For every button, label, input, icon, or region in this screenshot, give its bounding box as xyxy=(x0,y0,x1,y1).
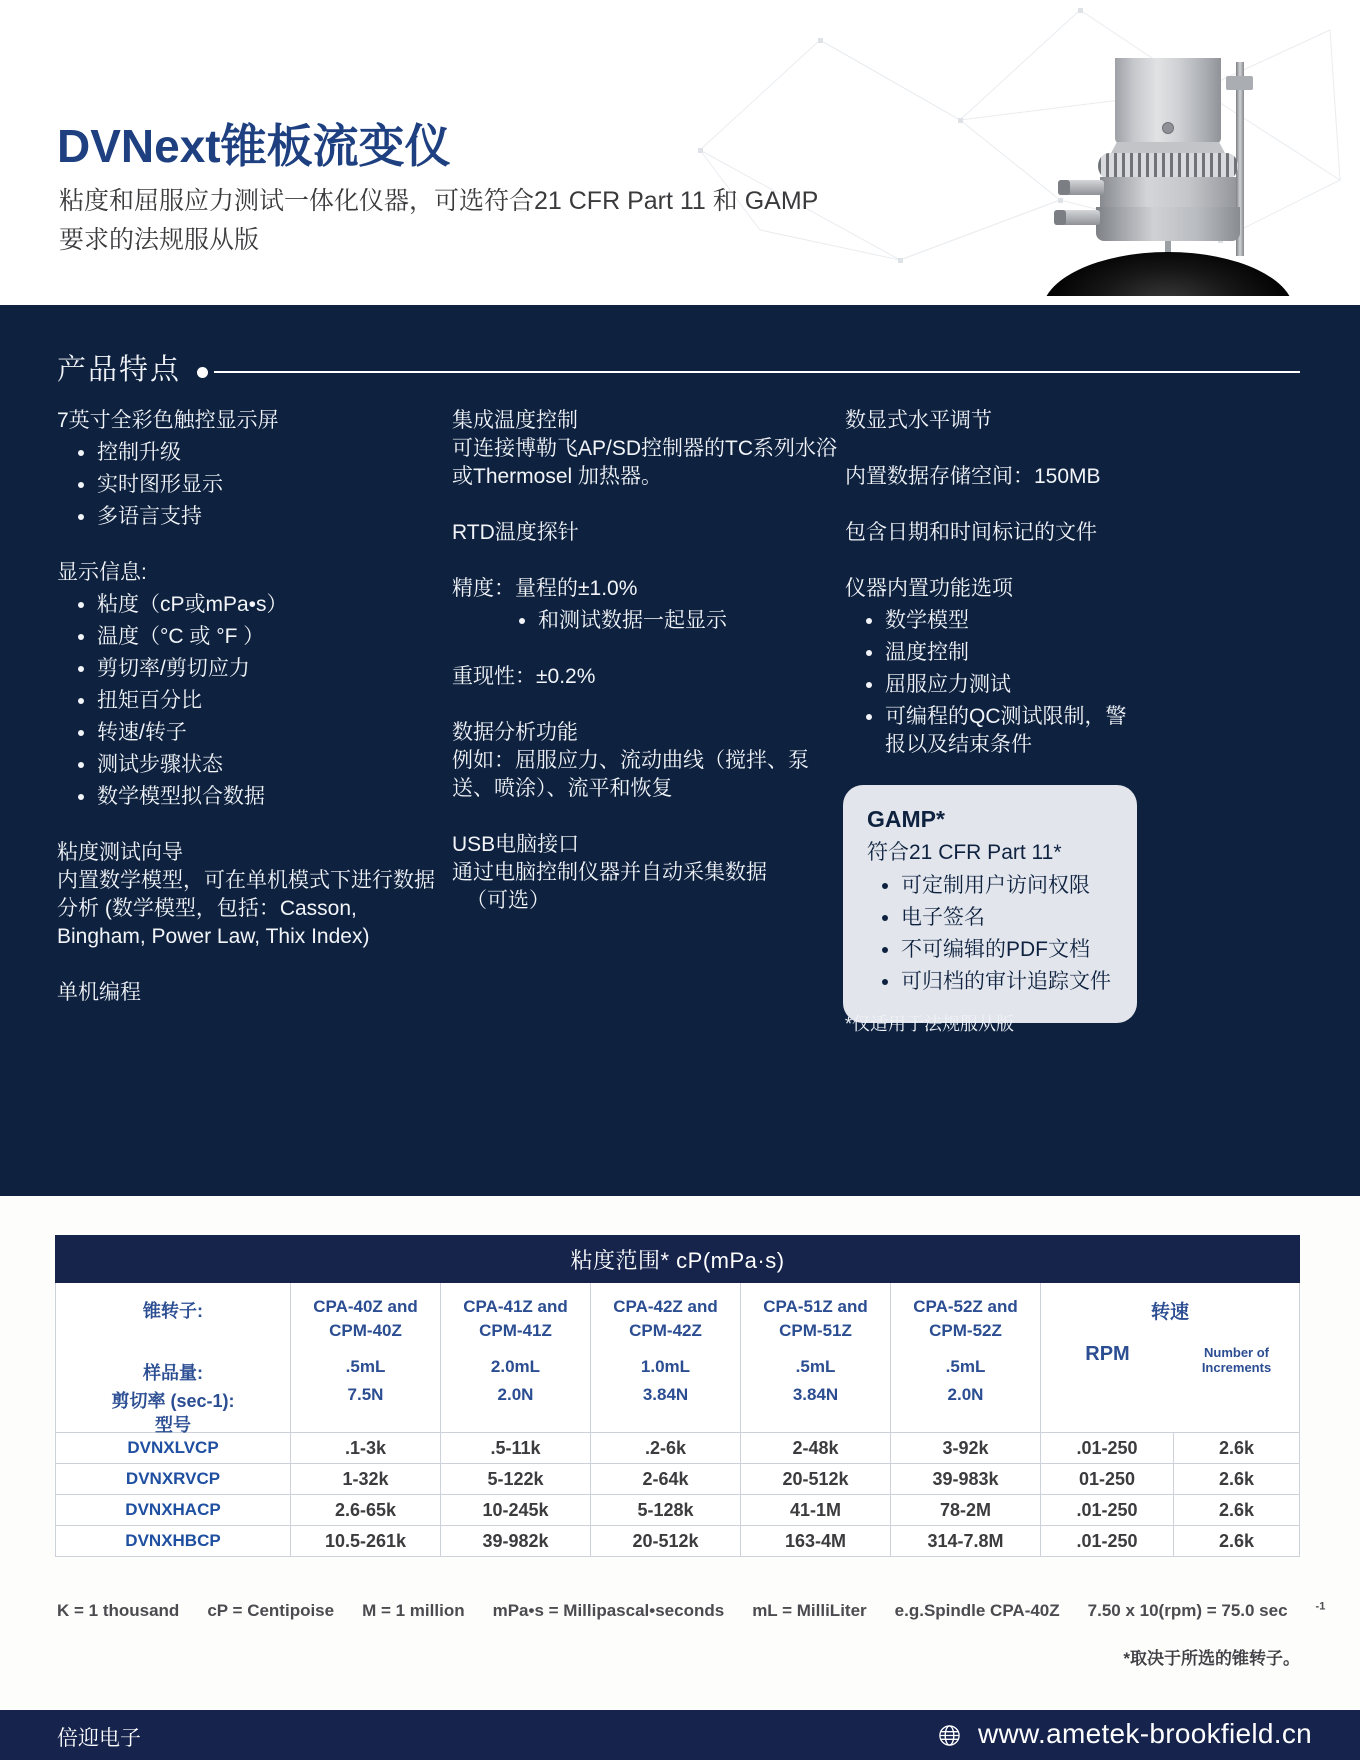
spindle-name: CPA-41Z and CPM-41Z xyxy=(463,1297,568,1340)
features-heading: 产品特点 xyxy=(57,354,182,386)
feature-title: 显示信息: xyxy=(57,561,147,584)
speed-label: 转速 xyxy=(1150,1302,1189,1323)
range-cell: 41-1M xyxy=(741,1495,891,1525)
range-cell: 10.5-261k xyxy=(291,1526,441,1556)
feature-list xyxy=(845,607,1147,759)
legend-item: e.g.Spindle CPA-40Z xyxy=(894,1600,1060,1620)
features-column-3 xyxy=(845,407,1147,787)
feature-item: • 控制升级 xyxy=(97,439,439,467)
feature-line: 数显式水平调节 xyxy=(845,409,992,432)
table-row xyxy=(56,1433,1299,1463)
table-row xyxy=(56,1525,1299,1556)
feature-line: 重现性：±0.2% xyxy=(452,665,596,688)
units-legend xyxy=(57,1600,1353,1621)
features-column-1 xyxy=(57,407,439,1035)
range-cell: 2.6k xyxy=(1218,1499,1255,1520)
product-photo xyxy=(1040,20,1295,296)
instrument-hose-barb-1 xyxy=(1058,180,1104,195)
sample-volume: .5mL xyxy=(795,1357,836,1376)
sample-volume: 1.0mL xyxy=(640,1357,691,1376)
feature-line: 集成温度控制 xyxy=(452,409,578,432)
subtitle-line1: 粘度和屈服应力测试一体化仪器，可选符合21 CFR Part 11 和 GAMP xyxy=(59,187,819,215)
range-cell: .01-250 xyxy=(1041,1495,1174,1525)
feature-item: • 测试步骤状态 xyxy=(97,751,439,779)
header-label: 剪切率 (sec-1): xyxy=(111,1391,235,1411)
subtitle-line2: 要求的法规服从版 xyxy=(59,226,260,254)
gamp-item: • 电子签名 xyxy=(901,903,1115,932)
range-cell: 01-250 xyxy=(1041,1464,1174,1494)
gamp-footnote: *仅适用于法规服从版 xyxy=(845,1014,1015,1034)
feature-title: 7英寸全彩色触控显示屏 xyxy=(57,409,279,432)
feature-block xyxy=(452,719,840,803)
legend-item: mPa•s = Millipascal•seconds xyxy=(492,1600,725,1620)
legend-item: cP = Centipoise xyxy=(207,1600,335,1620)
feature-item: • 转速/转子 xyxy=(97,719,439,747)
range-cell: 2-64k xyxy=(591,1464,741,1494)
feature-block xyxy=(452,831,840,915)
range-cell: .5-11k xyxy=(441,1433,591,1463)
feature-item: • 粘度（cP或mPa•s） xyxy=(97,591,439,619)
feature-item: • 扭矩百分比 xyxy=(97,687,439,715)
legend-item: M = 1 million xyxy=(362,1600,465,1620)
increments-header-line1: Number of xyxy=(1204,1345,1269,1360)
table-row xyxy=(56,1463,1299,1494)
range-cell: 2-48k xyxy=(741,1433,891,1463)
model-cell: DVNXLVCP xyxy=(56,1433,291,1463)
range-cell: .01-250 xyxy=(1041,1433,1174,1463)
header-label: 型号 xyxy=(155,1415,191,1435)
feature-line: 例如：屈服应力、流动曲线（搅拌、泵送、喷涂）、流平和恢复 xyxy=(452,749,809,800)
gamp-list xyxy=(867,871,1115,996)
feature-block xyxy=(57,559,439,811)
viscosity-table xyxy=(55,1235,1300,1557)
shear-rate: 2.0N xyxy=(497,1385,534,1404)
gamp-title: GAMP* xyxy=(867,806,945,832)
feature-line: 内置数据存储空间：150MB xyxy=(845,465,1101,488)
range-cell: 3-92k xyxy=(891,1433,1041,1463)
feature-item: • 实时图形显示 xyxy=(97,471,439,499)
instrument-body-lower xyxy=(1096,207,1240,241)
shear-rate: 3.84N xyxy=(792,1385,839,1404)
feature-item: • 屈服应力测试 xyxy=(885,671,1147,699)
spindle-footnote: *取决于所选的锥转子。 xyxy=(1123,1649,1300,1668)
table-title: 粘度范围* cP(mPa·s) xyxy=(55,1235,1300,1283)
gamp-callout-box xyxy=(843,785,1137,1023)
model-cell: DVNXRVCP xyxy=(56,1464,291,1494)
feature-block xyxy=(57,407,439,531)
sample-volume: .5mL xyxy=(945,1357,986,1376)
gamp-item: • 不可编辑的PDF文档 xyxy=(901,935,1115,964)
page-title-en: DVNext xyxy=(57,120,221,172)
feature-item: • 和测试数据一起显示 xyxy=(538,607,840,635)
instrument-hose-barb-2 xyxy=(1054,210,1100,225)
feature-list xyxy=(452,607,840,635)
feature-block xyxy=(452,575,840,635)
legend-item: K = 1 thousand xyxy=(57,1600,180,1620)
range-cell: 39-982k xyxy=(441,1526,591,1556)
sample-volume: .5mL xyxy=(345,1357,386,1376)
feature-line: 通过电脑控制仪器并自动采集数据 xyxy=(452,861,767,884)
range-cell: 39-983k xyxy=(891,1464,1041,1494)
instrument-body-upper xyxy=(1100,177,1236,207)
range-cell: .1-3k xyxy=(291,1433,441,1463)
spindle-column-header xyxy=(741,1283,891,1432)
range-cell: 163-4M xyxy=(741,1526,891,1556)
shear-rate: 2.0N xyxy=(947,1385,984,1404)
feature-title: 仪器内置功能选项 xyxy=(845,577,1013,600)
range-cell: 20-512k xyxy=(591,1526,741,1556)
range-cell: 5-122k xyxy=(441,1464,591,1494)
viscosity-table-section xyxy=(0,1196,1360,1710)
table-body xyxy=(55,1433,1300,1557)
feature-line: 内置数学模型，可在单机模式下进行数据分析 (数学模型，包括：Casson, Bingham, Power Law, Thix Index) xyxy=(57,869,435,948)
feature-line: 可连接博勒飞AP/SD控制器的TC系列水浴或Thermosel 加热器。 xyxy=(452,437,838,488)
instrument-screw xyxy=(1162,122,1174,134)
sample-volume: 2.0mL xyxy=(490,1357,541,1376)
increments-header xyxy=(1174,1343,1299,1375)
rpm-header: RPM xyxy=(1085,1343,1130,1365)
feature-line: 粘度测试向导 xyxy=(57,841,183,864)
table-row xyxy=(56,1494,1299,1525)
header-label: 样品量: xyxy=(143,1363,203,1383)
feature-line: （可选） xyxy=(466,889,550,912)
page-title-cn: 锥板流变仪 xyxy=(220,120,451,172)
range-cell: 2.6-65k xyxy=(291,1495,441,1525)
features-column-2 xyxy=(452,407,840,943)
shear-rate: 3.84N xyxy=(642,1385,689,1404)
feature-item: • 数学模型拟合数据 xyxy=(97,783,439,811)
range-cell: 314-7.8M xyxy=(891,1526,1041,1556)
range-cell: 5-128k xyxy=(591,1495,741,1525)
spindle-name: CPA-52Z and CPM-52Z xyxy=(913,1297,1018,1340)
header-label: 锥转子: xyxy=(143,1301,203,1321)
speed-subheaders xyxy=(1041,1343,1299,1375)
spindle-name: CPA-42Z and CPM-42Z xyxy=(613,1297,718,1340)
legend-item: mL = MilliLiter xyxy=(752,1600,867,1620)
instrument-knurled-ring xyxy=(1098,153,1238,179)
hero-section xyxy=(0,0,1360,305)
feature-title: 精度：量程的±1.0% xyxy=(452,577,638,600)
feature-list xyxy=(57,591,439,811)
heading-dot-decoration xyxy=(197,367,208,378)
website-link[interactable]: www.ametek-brookfield.cn xyxy=(978,1718,1312,1749)
feature-item: • 数学模型 xyxy=(885,607,1147,635)
feature-block xyxy=(452,407,840,491)
range-cell: 2.6k xyxy=(1218,1530,1255,1551)
gamp-item: • 可定制用户访问权限 xyxy=(901,871,1115,900)
instrument-clamp-block xyxy=(1226,76,1253,90)
footer-bar xyxy=(0,1710,1360,1760)
range-cell: 1-32k xyxy=(291,1464,441,1494)
spindle-name: CPA-40Z and CPM-40Z xyxy=(313,1297,418,1340)
feature-block xyxy=(845,575,1147,759)
feature-item: • 温度（°C 或 °F ） xyxy=(97,623,439,651)
header-row-labels xyxy=(56,1283,291,1435)
heading-rule-line xyxy=(214,371,1300,373)
model-cell: DVNXHBCP xyxy=(56,1526,291,1556)
gamp-subtitle: 符合21 CFR Part 11* xyxy=(867,841,1062,864)
increments-header-line2: Increments xyxy=(1201,1360,1272,1375)
instrument-sample-plate xyxy=(1042,252,1294,296)
range-cell: 20-512k xyxy=(741,1464,891,1494)
header-speed-group xyxy=(1041,1283,1299,1432)
company-name: 倍迎电子 xyxy=(57,1726,141,1750)
model-cell: DVNXHACP xyxy=(56,1495,291,1525)
feature-item: • 剪切率/剪切应力 xyxy=(97,655,439,683)
range-cell: .2-6k xyxy=(591,1433,741,1463)
globe-icon xyxy=(938,1724,961,1747)
shear-rate: 7.5N xyxy=(347,1385,384,1404)
feature-line: 单机编程 xyxy=(57,981,141,1004)
feature-line: 数据分析功能 xyxy=(452,721,578,744)
legend-exponent: -1 xyxy=(1315,1600,1326,1612)
feature-item: • 温度控制 xyxy=(885,639,1147,667)
range-cell: 78-2M xyxy=(891,1495,1041,1525)
feature-item: • 可编程的QC测试限制，警报以及结束条件 xyxy=(885,703,1147,759)
table-header-row xyxy=(55,1283,1300,1433)
feature-line: RTD温度探针 xyxy=(452,521,579,544)
feature-line: USB电脑接口 xyxy=(452,833,580,856)
spindle-column-header xyxy=(441,1283,591,1432)
range-cell: 2.6k xyxy=(1218,1468,1255,1489)
features-section xyxy=(0,305,1360,1196)
feature-list xyxy=(57,439,439,531)
feature-block xyxy=(57,839,439,951)
spindle-column-header xyxy=(291,1283,441,1432)
spindle-column-header xyxy=(891,1283,1041,1432)
range-cell: 2.6k xyxy=(1218,1437,1255,1458)
range-cell: 10-245k xyxy=(441,1495,591,1525)
feature-line: 包含日期和时间标记的文件 xyxy=(845,521,1097,544)
gamp-item: • 可归档的审计追踪文件 xyxy=(901,967,1115,996)
feature-item: • 多语言支持 xyxy=(97,503,439,531)
legend-formula: 7.50 x 10(rpm) = 75.0 sec $^{-1}$ xyxy=(1087,1600,1326,1620)
page-subtitle xyxy=(59,182,818,260)
page-title xyxy=(57,110,451,176)
range-cell: .01-250 xyxy=(1041,1526,1174,1556)
spindle-name: CPA-51Z and CPM-51Z xyxy=(763,1297,868,1340)
spindle-column-header xyxy=(591,1283,741,1432)
